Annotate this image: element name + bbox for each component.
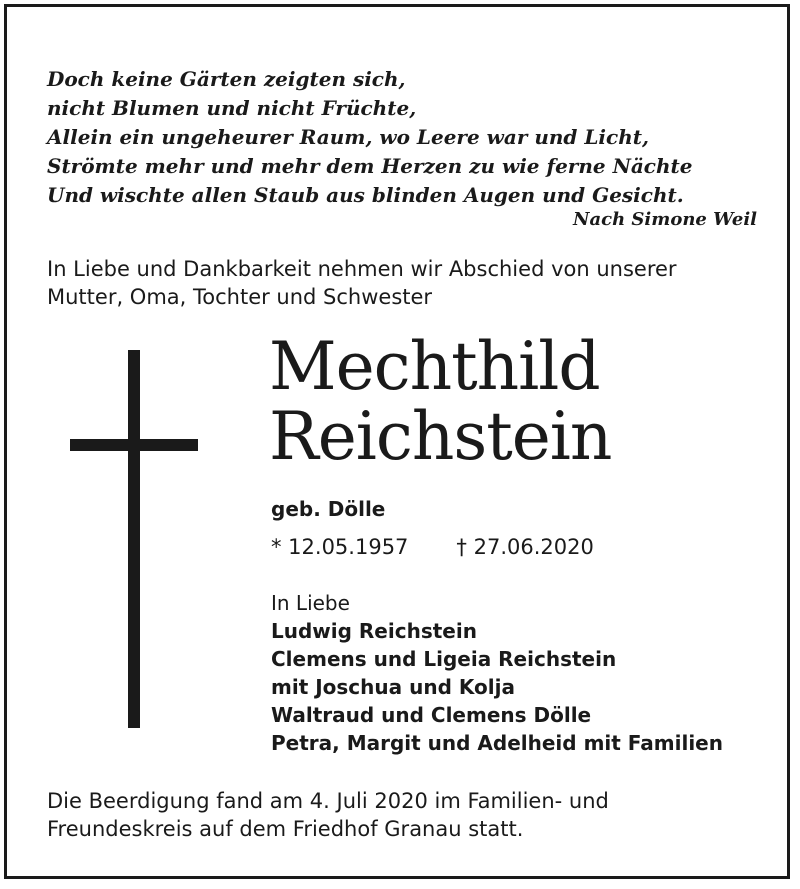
deceased-last-name: Reichstein — [269, 398, 612, 475]
farewell-intro — [47, 255, 777, 311]
farewell-intro-line: Mutter, Oma, Tochter und Schwester — [47, 285, 433, 309]
mourner-list — [271, 617, 723, 757]
poem-line: nicht Blumen und nicht Früchte, — [47, 96, 417, 120]
mourner-name: mit Joschua und Kolja — [271, 675, 515, 699]
poem-line: Und wischte allen Staub aus blinden Augen und Gesicht. — [47, 183, 684, 207]
mourner-name: Waltraud und Clemens Dölle — [271, 703, 592, 727]
obituary-notice — [4, 4, 790, 879]
deceased-first-name: Mechthild — [269, 328, 600, 405]
mourners — [271, 589, 723, 757]
poem-line: Strömte mehr und mehr dem Herzen zu wie ferne Nächte — [47, 154, 693, 178]
death-date: † 27.06.2020 — [456, 535, 594, 559]
funeral-info — [47, 787, 777, 843]
poem-line: Allein ein ungeheurer Raum, wo Leere war und Licht, — [47, 125, 649, 149]
poem — [47, 65, 767, 210]
deceased-name — [269, 328, 612, 475]
mourner-name: Petra, Margit und Adelheid mit Familien — [271, 731, 723, 755]
life-dates — [271, 535, 594, 559]
funeral-info-line: Die Beerdigung fand am 4. Juli 2020 im Familien- und — [47, 789, 609, 813]
birth-date: * 12.05.1957 — [271, 535, 409, 559]
farewell-intro-line: In Liebe und Dankbarkeit nehmen wir Abschied von unserer — [47, 257, 677, 281]
poem-line: Doch keine Gärten zeigten sich, — [47, 67, 406, 91]
poem-attribution: Nach Simone Weil — [573, 209, 757, 230]
funeral-info-line: Freundeskreis auf dem Friedhof Granau statt. — [47, 817, 524, 841]
mourners-intro: In Liebe — [271, 591, 350, 615]
maiden-name: geb. Dölle — [271, 497, 386, 521]
mourner-name: Clemens und Ligeia Reichstein — [271, 647, 617, 671]
cross-icon-crossbar — [70, 439, 198, 451]
cross-icon — [128, 350, 140, 728]
mourner-name: Ludwig Reichstein — [271, 619, 477, 643]
